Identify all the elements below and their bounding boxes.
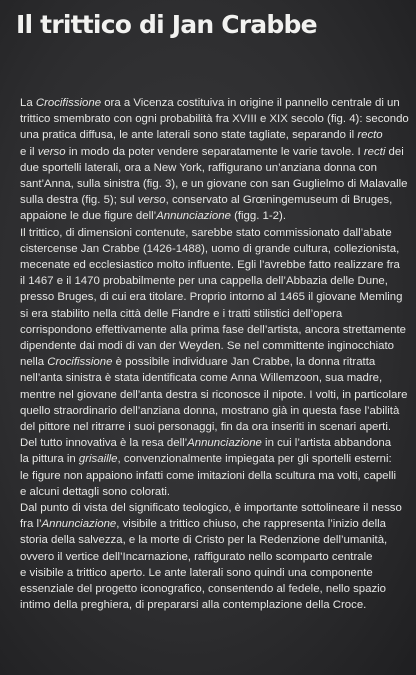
text-segment: verso (37, 145, 66, 158)
text-segment: in cui l’artista abbandona (261, 437, 392, 450)
panel-title: Il trittico di Jan Crabbe (16, 10, 317, 39)
text-segment: verso (137, 194, 166, 207)
text-line (20, 127, 410, 143)
text-segment: e visibile a trittico aperto. Le ante laterali sono quindi una componente (20, 566, 373, 579)
text-segment: il 1467 e il 1470 probabilmente per una cappella dell’Abbazia delle Dune, (20, 275, 388, 288)
text-segment: grisaille (78, 453, 118, 466)
text-line (20, 565, 410, 581)
text-segment: Crocifissione (35, 97, 102, 109)
text-segment: presso Bruges, di cui era titolare. Proprio intorno al 1465 il giovane Memling (20, 291, 403, 304)
text-segment: una pratica diffusa, le ante laterali sono state tagliate, separando il (20, 129, 358, 142)
text-segment: è possibile individuare Jan Crabbe, la donna ritratta (112, 356, 376, 369)
text-line (20, 532, 410, 548)
text-segment: Del tutto innovativa è la resa dell’ (20, 437, 188, 450)
text-line (20, 225, 410, 241)
text-segment: si era stabilito nella città delle Fiandre e i tratti stilistici dell’opera (20, 307, 343, 320)
text-segment: la pittura in (20, 453, 79, 466)
text-segment: intimo della preghiera, di prepararsi alla contemplazione della Croce. (20, 599, 367, 612)
text-segment: , convenzionalmente impiegata per gli sportelli esterni: (117, 453, 392, 466)
text-line (20, 581, 410, 597)
text-line (20, 257, 410, 273)
text-line (20, 597, 410, 613)
text-line (20, 111, 410, 127)
text-segment: fra l’ (20, 518, 42, 531)
text-segment: (figg. 1-2). (230, 210, 286, 223)
text-segment: Crocifissione (47, 356, 113, 369)
text-line (20, 208, 410, 224)
text-line (20, 306, 410, 322)
text-line (20, 387, 410, 403)
text-line (20, 403, 410, 419)
text-segment: Il trittico, di dimensioni contenute, sarebbe stato commissionato dall’abate (20, 226, 392, 239)
text-line (20, 419, 410, 435)
text-segment: nell’anta sinistra è stata identificata come Anna Willemzoon, sua madre, (20, 372, 383, 385)
text-segment: e il (20, 145, 38, 158)
text-segment: del pittore nel ritrarre i suoi personaggi, fin da ora inseriti in scenari aperti. (20, 421, 392, 434)
panel-text (20, 95, 410, 614)
text-line (20, 370, 410, 386)
text-segment: dei (385, 145, 404, 158)
text-line (20, 322, 410, 338)
text-line (20, 484, 410, 500)
text-segment: essenziale del progetto iconografico, consentendo al fedele, nello spazio (20, 583, 387, 596)
text-line (20, 468, 410, 484)
text-segment: dipendente dai modi di van der Weyden. Se nel committente inginocchiato (20, 340, 395, 353)
text-segment: mecenate ed ecclesiastico molto influente. Egli l’avrebbe fatto realizzare fra (20, 259, 400, 272)
text-segment: ora a Vicenza costituiva in origine il pannello centrale di un (101, 97, 400, 109)
text-segment: e alcuni dettagli sono colorati. (20, 485, 171, 498)
text-segment: sant’Anna, sulla sinistra (fig. 3), e un giovane con san Guglielmo di Malavalle (20, 178, 408, 191)
text-segment: , visibile a trittico chiuso, che rappresenta l’inizio della (116, 518, 386, 531)
text-segment: trittico smembrato con ogni probabilità fra XVIII e XIX secolo (fig. 4): secondo (20, 113, 409, 126)
text-line (20, 160, 410, 176)
text-segment: , conservato al Grœningemuseum di Bruges, (165, 194, 393, 207)
text-line (20, 451, 410, 467)
text-segment: in modo da poter vendere separatamente le varie tavole. I (65, 145, 364, 158)
text-line (20, 192, 410, 208)
text-segment: cistercense Jan Crabbe (1426-1488), uomo di grande cultura, collezionista, (20, 242, 400, 255)
text-line (20, 241, 410, 257)
text-segment: appaione le due figure dell’ (20, 210, 157, 223)
text-line (20, 338, 410, 354)
text-line (20, 176, 410, 192)
text-line (20, 516, 410, 532)
text-line (20, 435, 410, 451)
text-line (20, 95, 410, 111)
text-segment: le figure non appaiono infatti come imitazioni della scultura ma volti, capelli (20, 469, 397, 482)
text-line (20, 273, 410, 289)
text-segment: storia della salvezza, e la morte di Cristo per la Redenzione dell’umanità, (20, 534, 388, 547)
text-line (20, 549, 410, 565)
text-line (20, 500, 410, 516)
text-segment: due sportelli laterali, ora a New York, raffigurano un’anziana donna con (20, 161, 377, 174)
text-segment: La (20, 97, 36, 109)
text-segment: recti (363, 145, 386, 158)
text-segment: Annunciazione (41, 518, 117, 531)
text-segment: corrispondono effettivamente alla prima fase dell’artista, ancora strettamente (20, 323, 407, 336)
text-segment: Annunciazione (187, 437, 262, 450)
text-segment: sulla destra (fig. 5); sul (20, 194, 138, 207)
text-line (20, 144, 410, 160)
text-segment: quello straordinario dell’anziana donna, mostrano già in questa fase l’abilità (20, 404, 400, 417)
text-segment: Dal punto di vista del significato teologico, è importante sottolineare il nesso (20, 502, 402, 515)
text-segment: Annunciazione (156, 210, 231, 223)
text-segment: ovvero il vertice dell’Incarnazione, raffigurato nello scomparto centrale (20, 550, 373, 563)
text-line (20, 354, 410, 370)
text-segment: mentre nel giovane dell’anta destra si riconosce il nipote. I volti, in particolare (20, 388, 408, 401)
text-segment: nella (20, 356, 48, 369)
text-line (20, 289, 410, 305)
text-segment: recto (357, 129, 383, 142)
